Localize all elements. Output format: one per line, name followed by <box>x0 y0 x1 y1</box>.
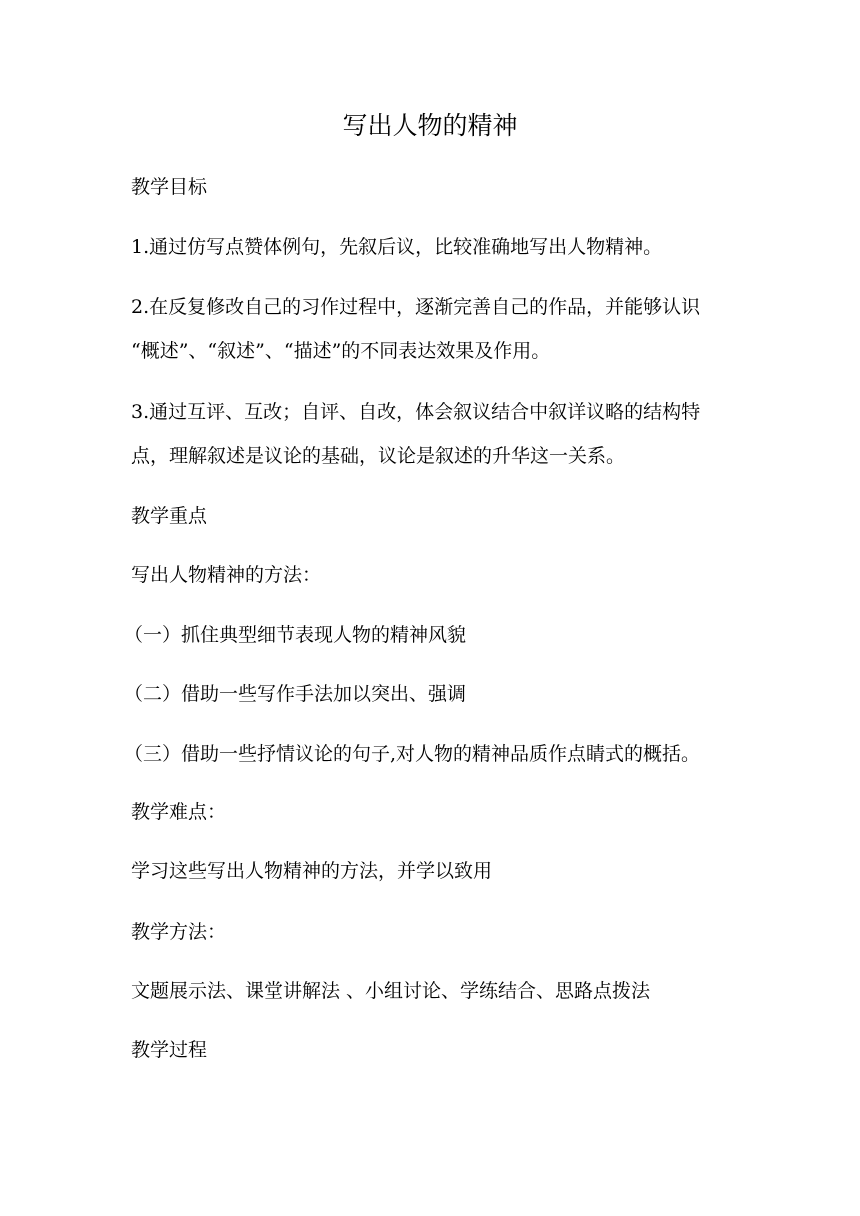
objective-1: 1.通过仿写点赞体例句，先叙后议，比较准确地写出人物精神。 <box>131 236 663 258</box>
key-points-heading: 教学重点 <box>131 505 208 527</box>
method-1: （一）抓住典型细节表现人物的精神风貌 <box>124 624 467 646</box>
method-2: （二）借助一些写作手法加以突出、强调 <box>124 683 467 705</box>
document-title: 写出人物的精神 <box>342 111 518 140</box>
objective-2-line-2: “概述”、“叙述”、“描述”的不同表达效果及作用。 <box>131 340 551 362</box>
difficulty-heading: 教学难点： <box>131 801 227 823</box>
difficulty-text: 学习这些写出人物精神的方法，并学以致用 <box>131 860 493 882</box>
methods-text: 文题展示法、课堂讲解法 、小组讨论、学练结合、思路点拨法 <box>131 980 651 1002</box>
objectives-heading: 教学目标 <box>131 176 208 198</box>
key-points-intro: 写出人物精神的方法： <box>131 564 322 586</box>
objective-3-line-1: 3.通过互评、互改；自评、自改，体会叙议结合中叙详议略的结构特 <box>131 401 701 423</box>
objective-3-line-2: 点，理解叙述是议论的基础，议论是叙述的升华这一关系。 <box>131 445 626 467</box>
method-3: （三）借助一些抒情议论的句子,对人物的精神品质作点睛式的概括。 <box>124 743 701 765</box>
objective-2-line-1: 2.在反复修改自己的习作过程中，逐渐完善自己的作品，并能够认识 <box>131 296 701 318</box>
methods-heading: 教学方法： <box>131 921 227 943</box>
process-heading: 教学过程 <box>131 1039 208 1061</box>
